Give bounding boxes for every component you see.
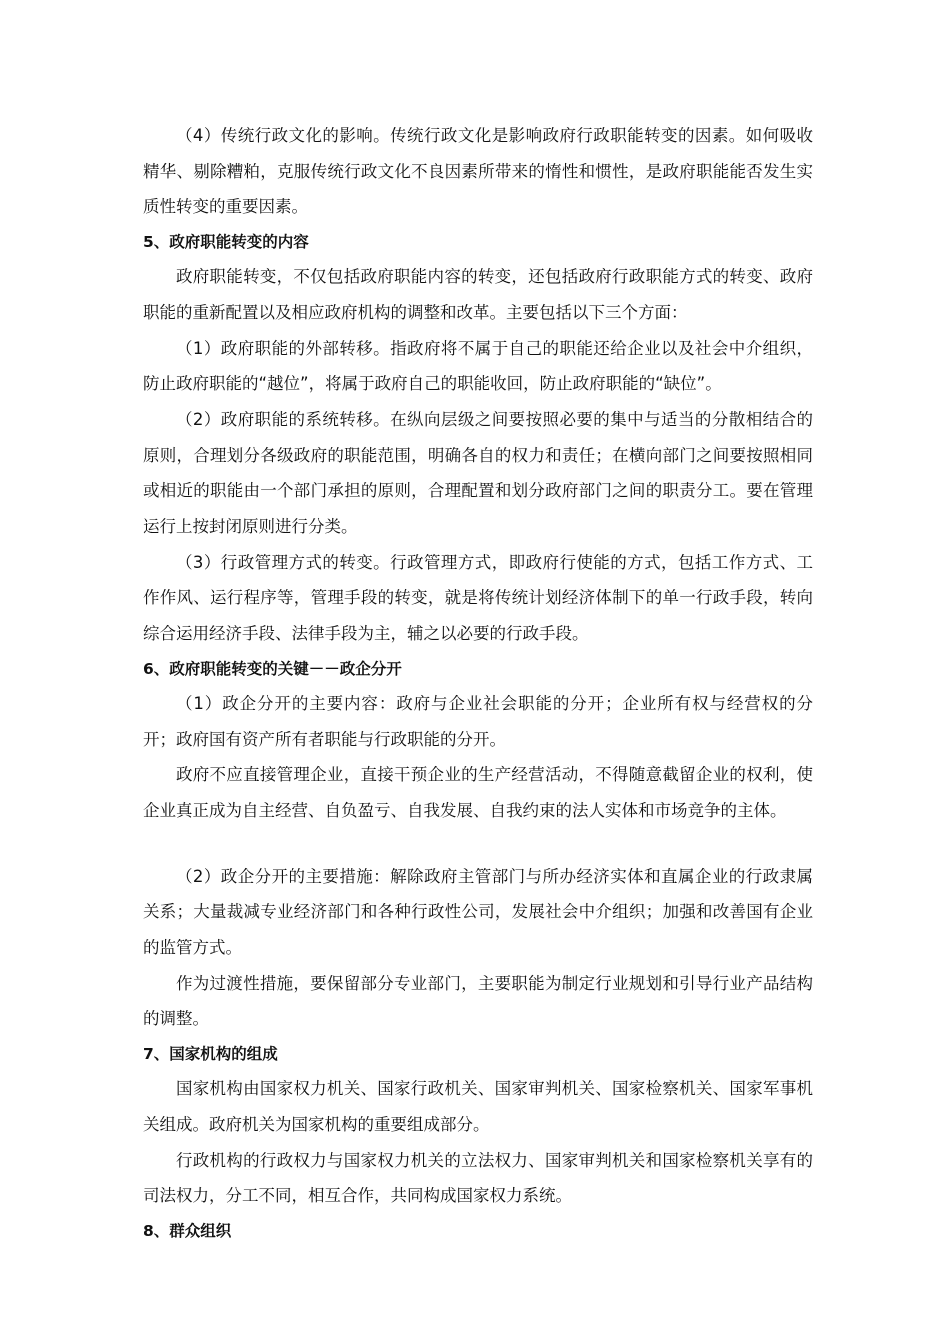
heading-section-5: 5、政府职能转变的内容 xyxy=(143,233,309,252)
paragraph-management-method: （3）行政管理方式的转变。行政管理方式，即政府行使能的方式，包括工作方式、工作作风、运行程序等，管理手段的转变，就是将传统计划经济体制下的单一行政手段，转向综合运用经济手段、法律手段为主，辅之以必要的行政手段。 xyxy=(143,552,813,644)
heading-section-7: 7、国家机构的组成 xyxy=(143,1045,278,1064)
paragraph-function-change-intro: 政府职能转变，不仅包括政府职能内容的转变，还包括政府行政职能方式的转变、政府职能的重新配置以及相应政府机构的调整和改革。主要包括以下三个方面： xyxy=(143,267,813,322)
heading-section-6: 6、政府职能转变的关键－－政企分开 xyxy=(143,659,402,678)
paragraph-no-direct-management: 政府不应直接管理企业，直接干预企业的生产经营活动，不得随意截留企业的权利，使企业真正成为自主经营、自负盈亏、自我发展、自我约束的法人实体和市场竞争的主体。 xyxy=(143,765,813,820)
paragraph-separation-measures: （2）政企分开的主要措施：解除政府主管部门与所办经济实体和直属企业的行政隶属关系；大量裁减专业经济部门和各种行政性公司，发展社会中介组织；加强和改善国有企业的监管方式。 xyxy=(143,866,813,958)
paragraph-external-transfer: （1）政府职能的外部转移。指政府将不属于自己的职能还给企业以及社会中介组织，防止政府职能的“越位”，将属于政府自己的职能收回，防止政府职能的“缺位”。 xyxy=(143,338,813,394)
paragraph-administrative-power: 行政机构的行政权力与国家权力机关的立法权力、国家审判机关和国家检察机关享有的司法权力，分工不同，相互合作，共同构成国家权力系统。 xyxy=(143,1150,813,1206)
paragraph-state-institutions: 国家机构由国家权力机关、国家行政机关、国家审判机关、国家检察机关、国家军事机关组成。政府机关为国家机构的重要组成部分。 xyxy=(143,1079,813,1134)
blank-spacer xyxy=(143,829,813,859)
document-body xyxy=(143,118,813,1248)
paragraph-traditional-culture: （4）传统行政文化的影响。传统行政文化是影响政府行政职能转变的因素。如何吸收精华、剔除糟粕，克服传统行政文化不良因素所带来的惰性和惯性，是政府职能能否发生实质性转变的重要因素。 xyxy=(143,126,813,217)
heading-section-8: 8、群众组织 xyxy=(143,1221,232,1240)
paragraph-separation-content: （1）政企分开的主要内容：政府与企业社会职能的分开；企业所有权与经营权的分开；政府国有资产所有者职能与行政职能的分开。 xyxy=(143,693,813,749)
paragraph-transitional-measures: 作为过渡性措施，要保留部分专业部门，主要职能为制定行业规划和引导行业产品结构的调整。 xyxy=(143,973,813,1029)
paragraph-system-transfer: （2）政府职能的系统转移。在纵向层级之间要按照必要的集中与适当的分散相结合的原则，合理划分各级政府的职能范围，明确各自的权力和责任；在横向部门之间要按照相同或相近的职能由一个部门承担的原则，合理配置和划分政府部门之间的职责分工。要在管理运行上按封闭原则进行分类。 xyxy=(143,409,813,537)
